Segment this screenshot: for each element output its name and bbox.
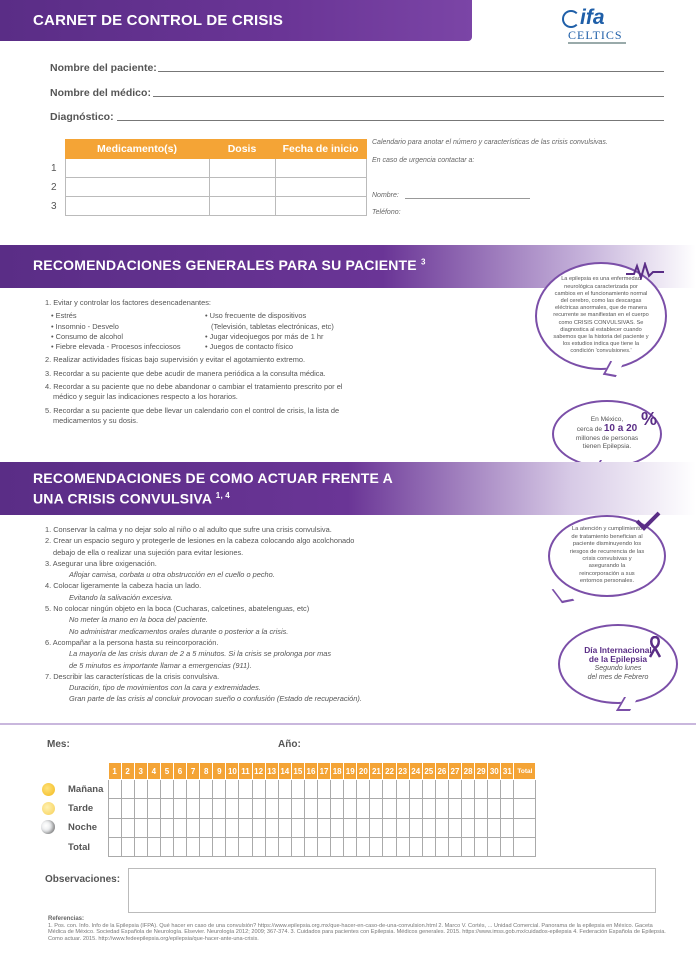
list-item: Aflojar camisa, corbata u otra obstrucción en el cuello o pecho. xyxy=(69,570,275,580)
calendar-cell[interactable] xyxy=(383,780,396,799)
contact-name-field[interactable] xyxy=(405,198,530,199)
calendar-cell[interactable] xyxy=(422,780,435,799)
calendar-cell[interactable] xyxy=(252,780,265,799)
calendar-cell[interactable] xyxy=(475,818,488,837)
calendar-cell[interactable] xyxy=(331,780,344,799)
recommendations-list xyxy=(45,298,405,426)
calendar-cell[interactable] xyxy=(501,799,514,818)
bubble-text: del mes de Febrero xyxy=(587,674,649,681)
list-item: 1. Evitar y controlar los factores desencadenantes: xyxy=(45,298,211,307)
doctor-name-field[interactable] xyxy=(153,96,664,97)
medication-table xyxy=(39,139,367,216)
bubble-content xyxy=(584,646,651,682)
calendar-cell[interactable] xyxy=(200,799,213,818)
calendar-cell[interactable] xyxy=(318,818,331,837)
day-header: 31 xyxy=(501,763,514,780)
day-header: 25 xyxy=(422,763,435,780)
calendar-cell[interactable] xyxy=(318,799,331,818)
calendar-cell[interactable] xyxy=(121,837,134,856)
calendar-row-label xyxy=(38,780,108,799)
contact-phone-label: Teléfono: xyxy=(372,209,401,216)
calendar-cell[interactable] xyxy=(278,837,291,856)
calendar-cell[interactable] xyxy=(147,780,160,799)
calendar-cell[interactable] xyxy=(226,799,239,818)
calendar-cell[interactable] xyxy=(357,818,370,837)
dose-cell[interactable] xyxy=(209,197,275,216)
calendar-cell[interactable] xyxy=(304,780,317,799)
calendar-cell[interactable] xyxy=(239,799,252,818)
calendar-cell[interactable] xyxy=(370,818,383,837)
list-item: de 5 minutos es importante llamar a emergencias (911). xyxy=(69,660,252,670)
page-title: CARNET DE CONTROL DE CRISIS xyxy=(33,12,284,29)
list-item: Evitando la salivación excesiva. xyxy=(69,592,173,602)
calendar-cell[interactable] xyxy=(475,780,488,799)
day-header: 17 xyxy=(318,763,331,780)
calendar-cell[interactable] xyxy=(396,799,409,818)
dose-header: Dosis xyxy=(209,140,275,159)
calendar-cell[interactable] xyxy=(370,799,383,818)
bubble-highlight: 10 a 20 xyxy=(603,422,638,434)
recommendations-title: RECOMENDACIONES GENERALES PARA SU PACIENTE xyxy=(33,257,417,273)
list-item: 2. Realizar actividades físicas bajo supervisión y evitar el agotamiento extremo. xyxy=(45,355,306,365)
calendar-cell[interactable] xyxy=(501,818,514,837)
list-item: 3. Asegurar una libre oxigenación. xyxy=(45,558,157,568)
day-header: 14 xyxy=(278,763,291,780)
actions-title-line1: RECOMENDACIONES DE COMO ACTUAR FRENTE A xyxy=(33,470,393,486)
bubble-text: La atención y cumplimiento de tratamiento benefician al paciente disminuyendo los riesgos de recurrencia de las crisis convulsivas y asegurando la reincorporación a sus entornos personales. xyxy=(569,526,645,585)
bubble-title: de la Epilepsia xyxy=(588,654,648,664)
list-item: 7. Describir las características de la crisis convulsiva. xyxy=(45,671,220,681)
calendar-cell[interactable] xyxy=(448,780,461,799)
references xyxy=(48,916,668,942)
factors-left xyxy=(45,311,205,352)
checkmark-icon xyxy=(634,510,662,532)
calendar-cell[interactable] xyxy=(396,780,409,799)
calendar-cell[interactable] xyxy=(160,818,173,837)
factors-right xyxy=(205,311,405,352)
calendar-cell[interactable] xyxy=(462,837,475,856)
calendar-row xyxy=(38,818,536,837)
calendar-header-row xyxy=(38,763,536,780)
doctor-name-label: Nombre del médico: xyxy=(50,87,151,99)
list-item: (Televisión, tabletas electrónicas, etc) xyxy=(211,321,334,331)
calendar-cell[interactable] xyxy=(147,799,160,818)
calendar-cell[interactable] xyxy=(121,799,134,818)
list-item: 1. Conservar la calma y no dejar solo al niño o al adulto que sufre una crisis convulsiva. xyxy=(45,525,332,534)
calendar-cell[interactable] xyxy=(160,780,173,799)
actions-title-line2 xyxy=(33,487,696,508)
bubble-text: En México, xyxy=(590,416,624,424)
calendar-cell[interactable] xyxy=(409,837,422,856)
header-spacer xyxy=(38,763,108,780)
calendar-cell[interactable] xyxy=(108,780,121,799)
calendar-cell[interactable] xyxy=(383,818,396,837)
calendar-cell[interactable] xyxy=(488,780,501,799)
calendar-cell[interactable] xyxy=(213,837,226,856)
calendar-cell[interactable] xyxy=(187,837,200,856)
calendar-cell[interactable] xyxy=(331,799,344,818)
bubble-text-suffix: millones de personas xyxy=(575,434,639,442)
total-cell[interactable] xyxy=(514,799,536,818)
calendar-cell[interactable] xyxy=(252,837,265,856)
start-date-cell[interactable] xyxy=(275,197,366,216)
calendar-cell[interactable] xyxy=(213,818,226,837)
start-date-header: Fecha de inicio xyxy=(275,140,366,159)
day-header: 8 xyxy=(200,763,213,780)
logo-swirl-icon xyxy=(562,10,580,28)
row-number: 2 xyxy=(51,181,57,193)
calendar-cell[interactable] xyxy=(121,780,134,799)
calendar-cell[interactable] xyxy=(462,818,475,837)
calendar-cell[interactable] xyxy=(239,780,252,799)
calendar-cell[interactable] xyxy=(134,799,147,818)
list-item: debajo de ella o realizar una sujeción para evitar lesiones. xyxy=(53,547,244,557)
list-item: • Jugar videojuegos por más de 1 hr xyxy=(205,331,324,341)
list-item: • Uso frecuente de dispositivos xyxy=(205,311,307,321)
calendar-cell[interactable] xyxy=(187,780,200,799)
calendar-cell[interactable] xyxy=(134,818,147,837)
calendar-cell[interactable] xyxy=(435,780,448,799)
calendar-cell[interactable] xyxy=(435,837,448,856)
row-label-text: Noche xyxy=(68,822,98,834)
calendar-row xyxy=(38,780,536,799)
actions-list xyxy=(45,524,435,705)
calendar-cell[interactable] xyxy=(278,799,291,818)
calendar-cell[interactable] xyxy=(448,837,461,856)
calendar-cell[interactable] xyxy=(200,837,213,856)
logo-tagline-line xyxy=(568,42,626,44)
bubble-text-prefix: cerca de xyxy=(576,425,603,433)
table-row xyxy=(39,178,366,197)
calendar-cell[interactable] xyxy=(147,818,160,837)
calendar-cell[interactable] xyxy=(173,818,186,837)
calendar-cell[interactable] xyxy=(160,837,173,856)
list-item: 3. Recordar a su paciente que debe acudir de manera periódica a la consulta médica. xyxy=(45,368,326,378)
medication-cell[interactable] xyxy=(65,197,209,216)
day-header: 29 xyxy=(475,763,488,780)
list-item: Gran parte de las crisis al concluir provocan sueño o confusión (Estado de recuperación). xyxy=(69,694,362,704)
references-title: Referencias: xyxy=(48,916,85,922)
calendar-cell[interactable] xyxy=(239,818,252,837)
calendar-cell[interactable] xyxy=(344,818,357,837)
bubble-content xyxy=(572,416,642,451)
calendar-cell[interactable] xyxy=(160,799,173,818)
bubble-tail xyxy=(552,587,575,603)
day-header: 7 xyxy=(187,763,200,780)
calendar-cell[interactable] xyxy=(331,818,344,837)
calendar-row-label xyxy=(38,799,108,818)
list-item: Duración, tipo de movimientos con la cara y extremidades. xyxy=(69,683,261,693)
calendar-cell[interactable] xyxy=(291,818,304,837)
list-item: 5. No colocar ningún objeto en la boca (Cucharas, calcetines, abatelenguas, etc) xyxy=(45,604,310,614)
actions-ref: 1, 4 xyxy=(215,491,230,500)
calendar-row-label xyxy=(38,837,108,856)
total-cell[interactable] xyxy=(514,837,536,856)
sun-icon xyxy=(42,783,55,796)
calendar-cell[interactable] xyxy=(134,780,147,799)
calendar-cell[interactable] xyxy=(304,837,317,856)
calendar-cell[interactable] xyxy=(213,799,226,818)
observations-label: Observaciones: xyxy=(45,874,121,885)
calendar-cell[interactable] xyxy=(147,837,160,856)
calendar-cell[interactable] xyxy=(265,837,278,856)
calendar-cell[interactable] xyxy=(501,837,514,856)
day-header: 28 xyxy=(462,763,475,780)
day-header: 5 xyxy=(160,763,173,780)
row-label-text: Mañana xyxy=(68,783,104,795)
factors-columns xyxy=(45,311,405,352)
start-date-cell[interactable] xyxy=(275,159,366,178)
calendar-cell[interactable] xyxy=(173,837,186,856)
medication-cell[interactable] xyxy=(65,159,209,178)
day-header: 19 xyxy=(344,763,357,780)
calendar-cell[interactable] xyxy=(187,818,200,837)
day-header: 30 xyxy=(488,763,501,780)
dose-cell[interactable] xyxy=(209,159,275,178)
day-header: 3 xyxy=(134,763,147,780)
recommendations-ref: 3 xyxy=(420,257,426,267)
calendar-cell[interactable] xyxy=(187,799,200,818)
section-divider xyxy=(0,723,696,725)
medication-table-header xyxy=(39,140,366,159)
header-title-band xyxy=(0,0,472,41)
day-header: 1 xyxy=(108,763,121,780)
purple-ribbon-icon xyxy=(648,636,662,658)
row-label-text: Tarde xyxy=(68,802,94,814)
calendar-cell[interactable] xyxy=(488,818,501,837)
medication-cell[interactable] xyxy=(65,178,209,197)
calendar-cell[interactable] xyxy=(422,837,435,856)
calendar-cell[interactable] xyxy=(331,837,344,856)
calendar-cell[interactable] xyxy=(213,780,226,799)
list-item: 2. Crear un espacio seguro y protegerle de lesiones en la cabeza colocando algo acolchonado xyxy=(45,536,355,546)
calendar-cell[interactable] xyxy=(409,799,422,818)
urgency-note: En caso de urgencia contactar a: xyxy=(372,157,475,164)
total-cell[interactable] xyxy=(514,818,536,837)
day-header: 16 xyxy=(304,763,317,780)
row-number: 1 xyxy=(51,162,57,174)
calendar-cell[interactable] xyxy=(357,799,370,818)
calendar-cell[interactable] xyxy=(200,780,213,799)
list-item: 5. Recordar a su paciente que debe llevar un calendario con el control de crisis, la lista de xyxy=(45,405,340,415)
start-date-cell[interactable] xyxy=(275,178,366,197)
day-header: 2 xyxy=(121,763,134,780)
calendar-cell[interactable] xyxy=(475,799,488,818)
day-header: 4 xyxy=(147,763,160,780)
calendar-cell[interactable] xyxy=(475,837,488,856)
day-header: 10 xyxy=(226,763,239,780)
day-header: 23 xyxy=(396,763,409,780)
list-item: • Fiebre elevada - Procesos infecciosos xyxy=(51,342,181,352)
logo-text: ifa xyxy=(580,6,605,29)
patient-name-field[interactable] xyxy=(158,71,664,72)
calendar-cell[interactable] xyxy=(134,837,147,856)
list-item: 4. Recordar a su paciente que no debe abandonar o cambiar el tratamiento prescrito por el xyxy=(45,382,343,392)
calendar-cell[interactable] xyxy=(396,818,409,837)
calendar-cell[interactable] xyxy=(357,780,370,799)
day-header: 11 xyxy=(239,763,252,780)
calendar-cell[interactable] xyxy=(265,799,278,818)
table-row xyxy=(39,197,366,216)
diagnosis-label: Diagnóstico: xyxy=(50,111,114,123)
list-item: • Insomnio - Desvelo xyxy=(51,321,119,331)
calendar-cell[interactable] xyxy=(252,799,265,818)
heartbeat-icon xyxy=(626,262,664,280)
calendar-cell[interactable] xyxy=(265,818,278,837)
observations-field[interactable] xyxy=(128,868,656,913)
seizure-calendar xyxy=(38,762,536,857)
list-item: 6. Acompañar a la persona hasta su reincorporación. xyxy=(45,637,219,647)
calendar-cell[interactable] xyxy=(370,837,383,856)
calendar-cell[interactable] xyxy=(318,780,331,799)
list-item: No meter la mano en la boca del paciente. xyxy=(69,615,208,625)
calendar-cell[interactable] xyxy=(357,837,370,856)
actions-title-band xyxy=(0,462,696,515)
calendar-cell[interactable] xyxy=(265,780,278,799)
total-header: Total xyxy=(514,763,536,780)
day-header: 20 xyxy=(357,763,370,780)
year-label: Año: xyxy=(278,739,301,750)
calendar-cell[interactable] xyxy=(304,799,317,818)
moon-icon xyxy=(41,820,55,834)
day-header: 27 xyxy=(448,763,461,780)
calendar-cell[interactable] xyxy=(304,818,317,837)
calendar-cell[interactable] xyxy=(462,780,475,799)
diagnosis-field[interactable] xyxy=(117,120,664,121)
calendar-cell[interactable] xyxy=(422,799,435,818)
list-item: medicamentos y su dosis. xyxy=(53,415,139,425)
calendar-cell[interactable] xyxy=(501,780,514,799)
calendar-cell[interactable] xyxy=(226,818,239,837)
calendar-cell[interactable] xyxy=(409,818,422,837)
calendar-row xyxy=(38,837,536,856)
day-header: 18 xyxy=(331,763,344,780)
bubble-text: tienen Epilepsia. xyxy=(582,443,632,451)
calendar-cell[interactable] xyxy=(226,837,239,856)
calendar-cell[interactable] xyxy=(291,837,304,856)
calendar-cell[interactable] xyxy=(488,837,501,856)
calendar-cell[interactable] xyxy=(226,780,239,799)
row-label-text: Total xyxy=(68,841,90,853)
day-header: 22 xyxy=(383,763,396,780)
calendar-cell[interactable] xyxy=(200,818,213,837)
day-header: 12 xyxy=(252,763,265,780)
calendar-cell[interactable] xyxy=(344,799,357,818)
ifa-celtics-logo xyxy=(558,6,668,46)
calendar-cell[interactable] xyxy=(383,799,396,818)
patient-name-label: Nombre del paciente: xyxy=(50,62,157,74)
header-spacer xyxy=(39,140,65,159)
calendar-cell[interactable] xyxy=(448,818,461,837)
calendar-cell[interactable] xyxy=(108,799,121,818)
calendar-cell[interactable] xyxy=(448,799,461,818)
day-header: 15 xyxy=(291,763,304,780)
day-header: 26 xyxy=(435,763,448,780)
calendar-cell[interactable] xyxy=(108,818,121,837)
calendar-row-label xyxy=(38,818,108,837)
actions-title: UNA CRISIS CONVULSIVA xyxy=(33,490,212,507)
calendar-row xyxy=(38,799,536,818)
medication-header: Medicamento(s) xyxy=(65,140,209,159)
list-item: médico y seguir las indicaciones respecto a los horarios. xyxy=(53,392,238,402)
bubble-text xyxy=(572,422,642,443)
calendar-cell[interactable] xyxy=(435,799,448,818)
calendar-cell[interactable] xyxy=(108,837,121,856)
logo-subtext: CELTICS xyxy=(568,28,623,42)
list-item: La mayoría de las crisis duran de 2 a 5 minutos. Si la crisis se prolonga por mas xyxy=(69,649,332,659)
references-text: 1. Pos. con. Info. Info de la Epilepsia (IFPA). Qué hacer en caso de una convulsión? https://www.epilepsia.org.mx/que-hacer-en-caso-de-una-convulsion.html 2. Marco V. Cortés, ... Unidad Comercial. Panorama de la epilepsia en México. Gaceta Médica de México. Sociedad Española de Neurología. Elsevier. Neurología 2012; 2009; 367-374. 3. Cuidados para pacientes con Epilepsia. Médicos generales. 2015. https://www.imss.gob.mx/cuidados-epilepsia 4. Federación Española de Epilepsia. Como actuar. 2015. http://www.fedeepilepsia.org/epilepsia/que-hacer-ante-una-crisis. xyxy=(48,922,666,942)
calendar-cell[interactable] xyxy=(344,780,357,799)
calendar-cell[interactable] xyxy=(239,837,252,856)
day-header: 21 xyxy=(370,763,383,780)
calendar-cell[interactable] xyxy=(344,837,357,856)
list-item: No administrar medicamentos orales durante o posterior a la crisis. xyxy=(69,626,289,636)
list-item: • Consumo de alcohol xyxy=(51,331,124,341)
bubble-text: Segundo lunes xyxy=(594,665,642,672)
percent-icon: % xyxy=(641,409,658,429)
row-number: 3 xyxy=(51,200,57,212)
calendar-cell[interactable] xyxy=(462,799,475,818)
calendar-cell[interactable] xyxy=(409,780,422,799)
list-item: • Estrés xyxy=(51,311,77,321)
table-row xyxy=(39,159,366,178)
calendar-cell[interactable] xyxy=(318,837,331,856)
month-label: Mes: xyxy=(47,739,70,750)
calendar-cell[interactable] xyxy=(278,818,291,837)
calendar-cell[interactable] xyxy=(488,799,501,818)
calendar-cell[interactable] xyxy=(422,818,435,837)
day-header: 24 xyxy=(409,763,422,780)
calendar-cell[interactable] xyxy=(278,780,291,799)
calendar-cell[interactable] xyxy=(370,780,383,799)
calendar-cell[interactable] xyxy=(396,837,409,856)
dose-cell[interactable] xyxy=(209,178,275,197)
calendar-cell[interactable] xyxy=(435,818,448,837)
calendar-note: Calendario para anotar el número y características de las crisis convulsivas. xyxy=(372,139,608,146)
day-header: 9 xyxy=(213,763,226,780)
afternoon-sun-icon xyxy=(42,802,55,815)
bubble-title: Día Internacional xyxy=(584,645,652,655)
calendar-cell[interactable] xyxy=(383,837,396,856)
bubble-text: La epilepsia es una enfermedad neurológica caracterizada por cambios en el funcionamiento normal del cerebro, como las descargas eléctricas anormales, que de manera recurrente se manifiestan en el cuerpo como CRISIS CONVULSIVAS. Se diagnostica al establecer cuando sabemos que la historia del paciente y los estudios indica que tiene la condición 'convulsiones.' xyxy=(553,276,649,355)
calendar-cell[interactable] xyxy=(173,780,186,799)
calendar-cell[interactable] xyxy=(121,818,134,837)
day-header: 6 xyxy=(173,763,186,780)
total-cell[interactable] xyxy=(514,780,536,799)
list-item: • Juegos de contacto físico xyxy=(205,342,294,352)
list-item: 4. Colocar ligeramente la cabeza hacia un lado. xyxy=(45,581,202,591)
day-header: 13 xyxy=(265,763,278,780)
calendar-cell[interactable] xyxy=(173,799,186,818)
calendar-cell[interactable] xyxy=(291,780,304,799)
calendar-cell[interactable] xyxy=(252,818,265,837)
contact-name-label: Nombre: xyxy=(372,192,399,199)
calendar-cell[interactable] xyxy=(291,799,304,818)
